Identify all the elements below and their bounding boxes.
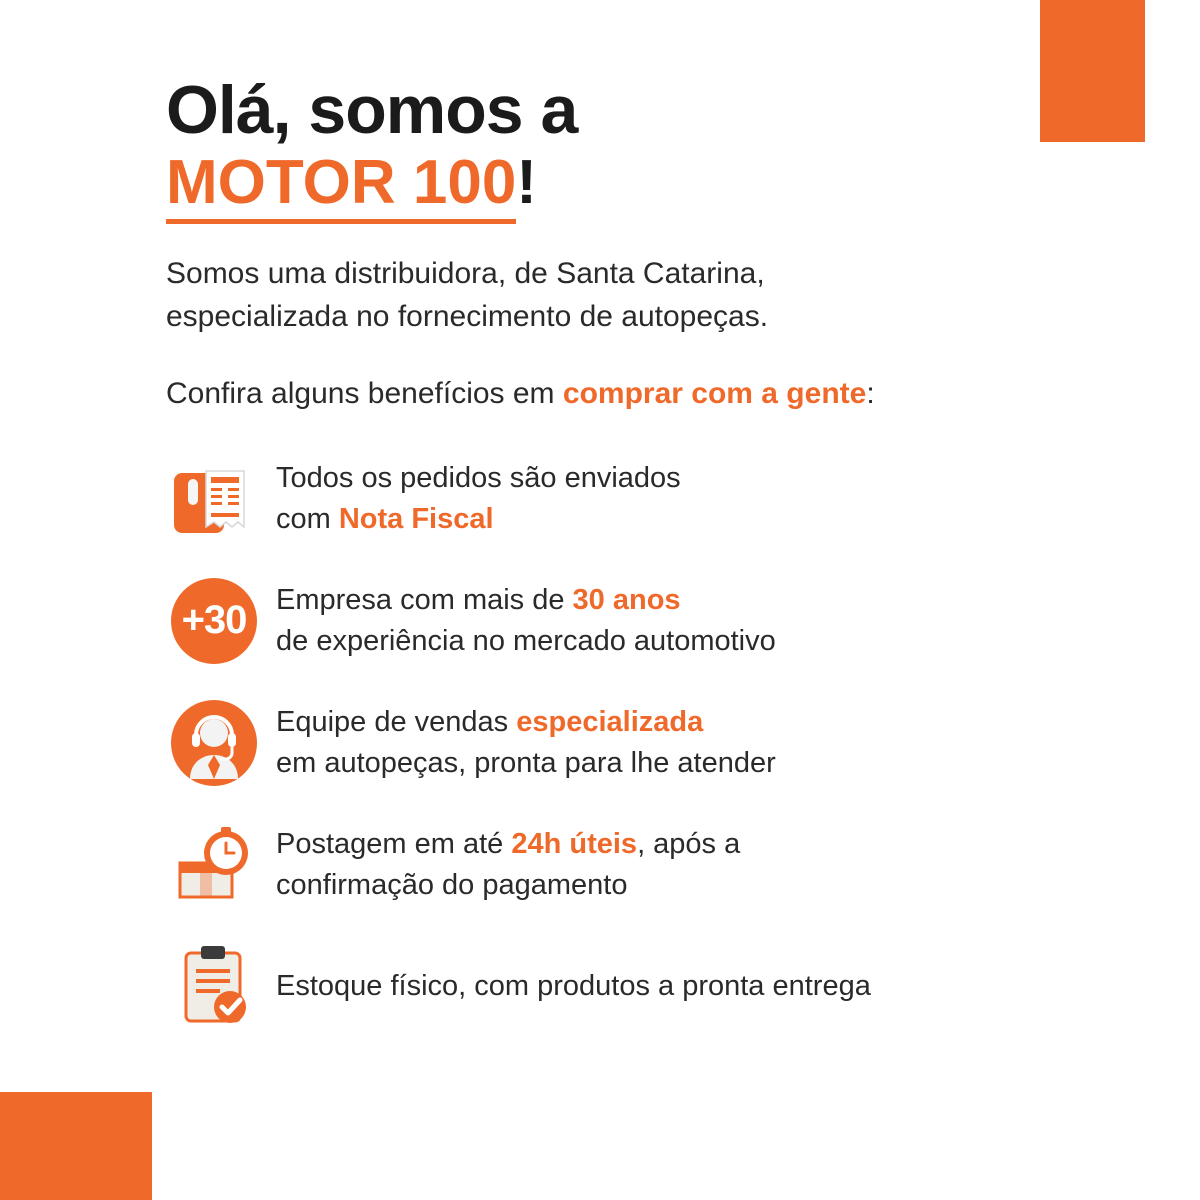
list-item-text [276,458,681,538]
benefit-1-highlight: Nota Fiscal [338,502,494,535]
list-item-text [276,580,776,660]
intro-line-2: especializada no fornecimento de autopeças. [166,300,769,333]
benefits-lead-prefix: Confira alguns benefícios em [166,376,563,410]
benefit-2-highlight: 30 anos [572,584,681,617]
brand-exclamation: ! [516,148,537,217]
benefit-4-line1-prefix: Postagem em até [276,828,512,861]
benefit-4-line2: confirmação do pagamento [276,868,628,901]
clipboard-check-icon [166,939,262,1035]
page-title-brand-line [166,144,1086,222]
benefits-lead-suffix: : [866,376,875,410]
badge-circle [171,578,257,664]
intro-line-1: Somos uma distribuidora, de Santa Catarina, [166,256,765,290]
benefit-1-line1: Todos os pedidos são enviados [276,462,681,495]
decorative-square-bottom-left [0,1092,152,1200]
intro-paragraph [166,252,1086,339]
package-stopwatch-icon [166,817,262,913]
page-title-greeting: Olá, somos a [166,72,578,148]
list-item [166,573,1086,669]
benefit-2-line1-prefix: Empresa com mais de [276,584,573,617]
benefit-5-line1: Estoque físico, com produtos a pronta entrega [276,970,871,1003]
list-item [166,939,1086,1035]
benefits-lead [166,377,1086,411]
benefit-4-highlight: 24h úteis [511,828,638,861]
list-item-text [276,824,740,904]
receipt-icon [166,451,262,547]
poster-content [166,72,1086,1061]
benefit-3-line2: em autopeças, pronta para lhe atender [276,746,776,779]
benefit-4-line1-suffix: , após a [637,828,741,861]
badge-label: +30 [181,598,247,642]
list-item [166,451,1086,547]
plus-thirty-badge-icon [166,573,262,669]
list-item-text [276,702,776,782]
benefit-3-line1-prefix: Equipe de vendas [276,706,517,739]
list-item [166,695,1086,791]
brand-name: MOTOR 100 [166,148,516,224]
benefit-3-highlight: especializada [516,706,704,739]
benefit-2-line2: de experiência no mercado automotivo [276,624,776,657]
headset-agent-icon [166,695,262,791]
list-item-text [276,966,871,1006]
benefits-lead-highlight: comprar com a gente [562,376,867,410]
benefit-1-line2-prefix: com [276,502,339,535]
benefits-list [166,451,1086,1035]
list-item [166,817,1086,913]
